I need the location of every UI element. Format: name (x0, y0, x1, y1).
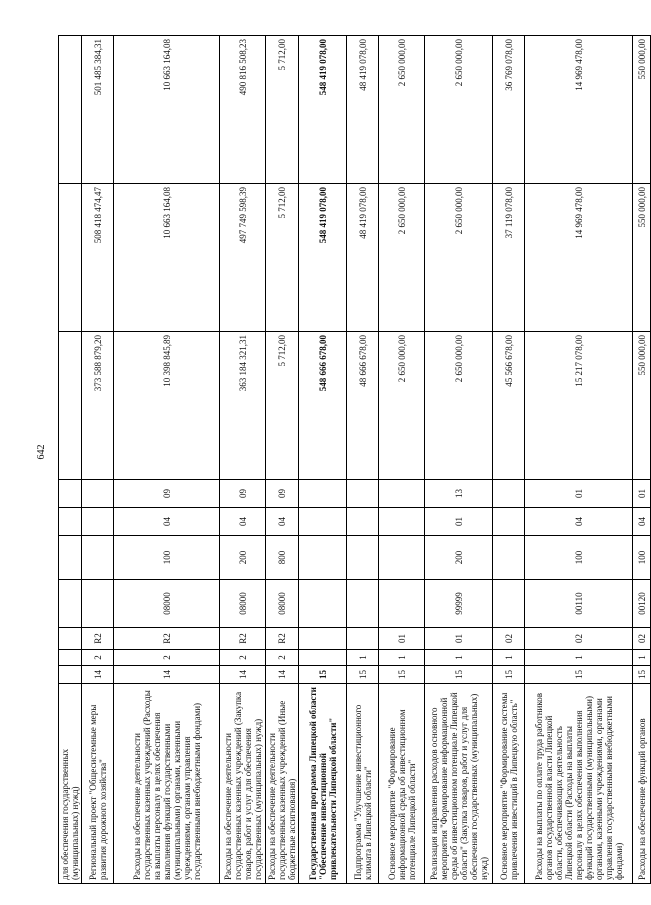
amount-cell (59, 332, 82, 480)
code-cell: 15 (493, 666, 525, 684)
code-cell: 15 (525, 666, 633, 684)
amount-cell: 501 485 384,31 (82, 36, 114, 184)
code-cell (299, 580, 347, 628)
code-cell (299, 628, 347, 650)
code-cell (493, 480, 525, 508)
row-name-cell: Региональный проект "Общесистемные меры развития дорожного хозяйства" (82, 684, 114, 884)
code-cell: 09 (220, 480, 266, 508)
amount-cell: 37 119 078,00 (493, 184, 525, 332)
amount-cell: 508 418 474,47 (82, 184, 114, 332)
code-cell (299, 650, 347, 666)
code-cell: 1 (493, 650, 525, 666)
code-cell: 100 (525, 536, 633, 580)
code-cell (493, 508, 525, 536)
code-cell: 02 (493, 628, 525, 650)
amount-cell (59, 36, 82, 184)
code-cell: 09 (114, 480, 220, 508)
code-cell: 01 (379, 628, 425, 650)
table-row (82, 36, 114, 884)
amount-cell: 10 663 164,08 (114, 184, 220, 332)
row-name-cell: Расходы на выплаты по оплате труда работников органов государственной власти Липецкой области, обеспечивающих деятельность Липецкой области (Расходы на выплаты персоналу в целях обеспечения выполнения функций государственными (муниципальными) органами, казенными учреждениями, органами управления государственными внебюджетными фондами) (525, 684, 633, 884)
amount-cell: 550 000,00 (633, 184, 651, 332)
code-cell: 1 (525, 650, 633, 666)
code-cell: 14 (220, 666, 266, 684)
code-cell: 01 (425, 628, 493, 650)
table-row (493, 36, 525, 884)
code-cell: 14 (266, 666, 299, 684)
amount-cell: 2 650 000,00 (379, 332, 425, 480)
code-cell: 15 (379, 666, 425, 684)
code-cell: 08000 (114, 580, 220, 628)
code-cell: 1 (425, 650, 493, 666)
amount-cell: 36 769 078,00 (493, 36, 525, 184)
code-cell: 01 (633, 480, 651, 508)
code-cell: R2 (220, 628, 266, 650)
amount-cell: 363 184 321,31 (220, 332, 266, 480)
code-cell (82, 580, 114, 628)
code-cell (82, 480, 114, 508)
code-cell (59, 628, 82, 650)
amount-cell: 2 650 000,00 (425, 332, 493, 480)
amount-cell: 48 666 678,00 (347, 332, 379, 480)
amount-cell: 497 749 598,39 (220, 184, 266, 332)
amount-cell: 14 969 478,00 (525, 36, 633, 184)
amount-cell: 5 712,00 (266, 36, 299, 184)
code-cell: 13 (425, 480, 493, 508)
code-cell (82, 508, 114, 536)
code-cell (59, 536, 82, 580)
code-cell: 1 (347, 650, 379, 666)
code-cell (379, 580, 425, 628)
amount-cell: 14 969 478,00 (525, 184, 633, 332)
amount-cell: 10 398 845,89 (114, 332, 220, 480)
code-cell: 1 (633, 650, 651, 666)
budget-table (58, 35, 651, 884)
code-cell: R2 (82, 628, 114, 650)
row-name-cell: Государственная программа Липецкой области "Обеспечение инвестиционной привлекательности Липецкой области" (299, 684, 347, 884)
amount-cell: 45 566 678,00 (493, 332, 525, 480)
code-cell (379, 536, 425, 580)
code-cell: 2 (266, 650, 299, 666)
table-row (114, 36, 220, 884)
code-cell (299, 480, 347, 508)
amount-cell: 548 419 078,00 (299, 36, 347, 184)
code-cell: 08000 (266, 580, 299, 628)
code-cell (379, 508, 425, 536)
code-cell: 15 (425, 666, 493, 684)
amount-cell: 5 712,00 (266, 184, 299, 332)
row-name-cell: Подпрограмма "Улучшение инвестиционного климата в Липецкой области" (347, 684, 379, 884)
table-row (379, 36, 425, 884)
code-cell (59, 650, 82, 666)
code-cell: 01 (425, 508, 493, 536)
amount-cell: 10 663 164,08 (114, 36, 220, 184)
code-cell: R2 (266, 628, 299, 650)
table-row (525, 36, 633, 884)
amount-cell: 548 419 078,00 (299, 184, 347, 332)
code-cell (59, 580, 82, 628)
code-cell: 100 (114, 536, 220, 580)
code-cell: 100 (633, 536, 651, 580)
amount-cell: 548 666 678,00 (299, 332, 347, 480)
amount-cell: 2 650 000,00 (379, 184, 425, 332)
amount-cell: 5 712,00 (266, 332, 299, 480)
row-name-cell: Основное мероприятие "Формирование системы привлечения инвестиций в Липецкую область" (493, 684, 525, 884)
amount-cell: 15 217 078,00 (525, 332, 633, 480)
code-cell: 04 (633, 508, 651, 536)
row-name-cell: Расходы на обеспечение деятельности государственных казенных учреждений (Расходы на выплаты персоналу в целях обеспечения выполнения функций государственными (муниципальными) органами, казенными учреждениями, органами управления государственными внебюджетными фондами) (114, 684, 220, 884)
code-cell (347, 480, 379, 508)
code-cell (59, 666, 82, 684)
amount-cell (59, 184, 82, 332)
code-cell (59, 508, 82, 536)
table-row (266, 36, 299, 884)
row-name-cell: Расходы на обеспечение функций органов (633, 684, 651, 884)
table-row (633, 36, 651, 884)
code-cell: 00120 (633, 580, 651, 628)
amount-cell: 550 000,00 (633, 36, 651, 184)
code-cell: 2 (220, 650, 266, 666)
amount-cell: 2 650 000,00 (425, 36, 493, 184)
row-name-cell: Реализация направления расходов основного мероприятия "Формирование информационной среды об инвестиционном потенциале Липецкой области" (Закупка товаров, работ и услуг для обеспечения государственных (муниципальных) нужд) (425, 684, 493, 884)
code-cell: R2 (114, 628, 220, 650)
code-cell (59, 480, 82, 508)
row-name-cell: Расходы на обеспечение деятельности государственных казенных учреждений (Закупка товаров, работ и услуг для обеспечения государственных (муниципальных) нужд) (220, 684, 266, 884)
code-cell (379, 480, 425, 508)
code-cell: 14 (82, 666, 114, 684)
code-cell (347, 628, 379, 650)
amount-cell: 490 816 508,23 (220, 36, 266, 184)
code-cell (347, 580, 379, 628)
code-cell: 99999 (425, 580, 493, 628)
code-cell: 02 (633, 628, 651, 650)
code-cell: 800 (266, 536, 299, 580)
code-cell: 14 (114, 666, 220, 684)
amount-cell: 550 000,00 (633, 332, 651, 480)
amount-cell: 48 419 078,00 (347, 184, 379, 332)
row-name-cell: для обеспечения государственных (муниципальных) нужд) (59, 684, 82, 884)
code-cell (493, 536, 525, 580)
table-row (299, 36, 347, 884)
code-cell (493, 580, 525, 628)
code-cell: 15 (347, 666, 379, 684)
code-cell: 08000 (220, 580, 266, 628)
code-cell: 15 (633, 666, 651, 684)
row-name-cell: Основное мероприятие "Формирование информационной среды об инвестиционном потенциале Липецкой области" (379, 684, 425, 884)
rotated-table-wrapper (58, 36, 647, 884)
table-row (220, 36, 266, 884)
table-row (59, 36, 82, 884)
code-cell: 2 (82, 650, 114, 666)
amount-cell: 373 588 879,20 (82, 332, 114, 480)
row-name-cell: Расходы на обеспечение деятельности государственных казенных учреждений (Иные бюджетные ассигнования) (266, 684, 299, 884)
table-body (59, 36, 651, 884)
amount-cell: 2 650 000,00 (379, 36, 425, 184)
code-cell (347, 536, 379, 580)
code-cell: 04 (220, 508, 266, 536)
code-cell (299, 536, 347, 580)
amount-cell: 48 419 078,00 (347, 36, 379, 184)
code-cell: 09 (266, 480, 299, 508)
table-row (425, 36, 493, 884)
code-cell: 00110 (525, 580, 633, 628)
code-cell (82, 536, 114, 580)
code-cell: 01 (525, 480, 633, 508)
page-number: 642 (36, 444, 47, 460)
code-cell: 02 (525, 628, 633, 650)
code-cell (347, 508, 379, 536)
code-cell: 04 (114, 508, 220, 536)
code-cell: 200 (425, 536, 493, 580)
code-cell: 04 (266, 508, 299, 536)
code-cell: 200 (220, 536, 266, 580)
table-row (347, 36, 379, 884)
amount-cell: 2 650 000,00 (425, 184, 493, 332)
code-cell: 1 (379, 650, 425, 666)
code-cell (299, 508, 347, 536)
code-cell: 04 (525, 508, 633, 536)
code-cell: 15 (299, 666, 347, 684)
code-cell: 2 (114, 650, 220, 666)
